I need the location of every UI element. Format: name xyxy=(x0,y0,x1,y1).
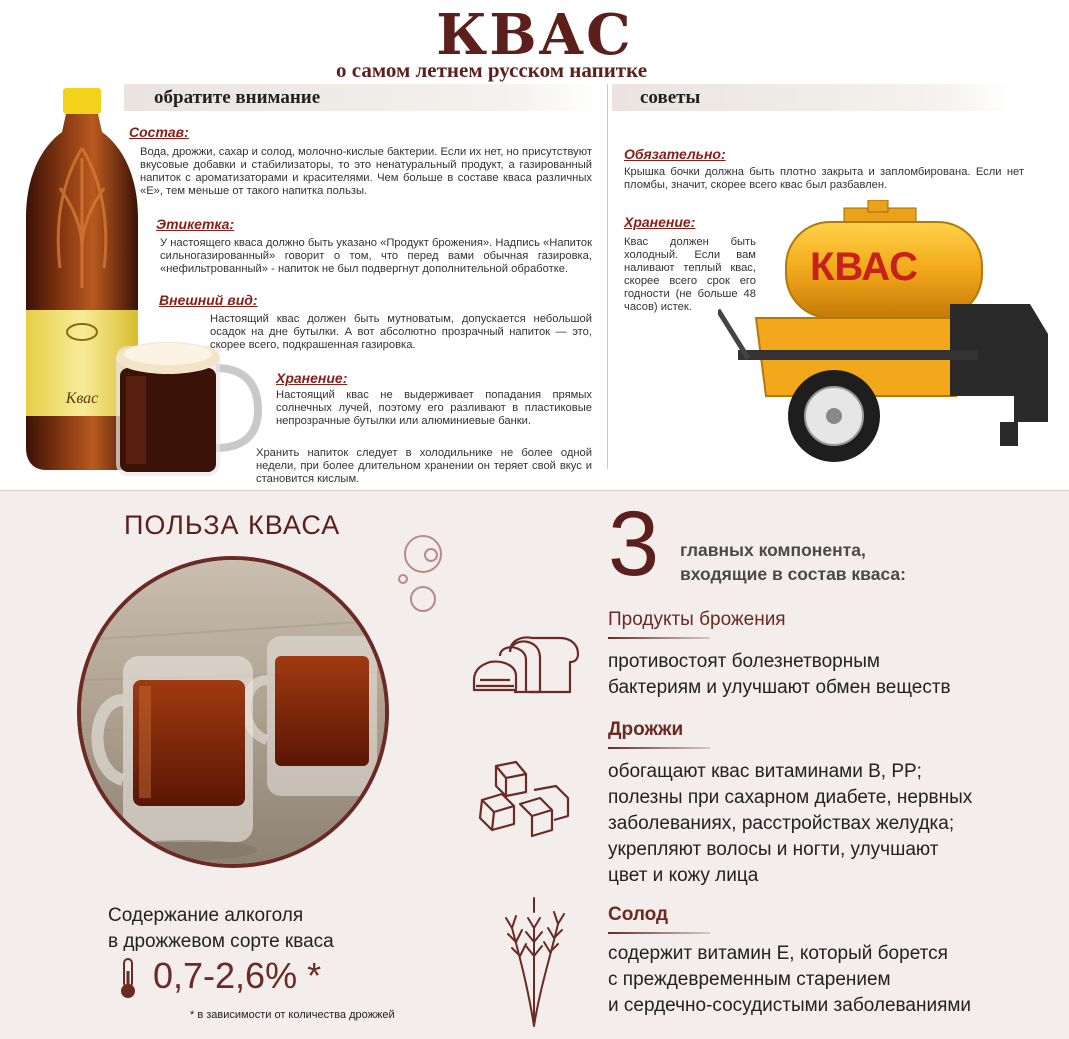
section-text-sostav: Вода, дрожжи, сахар и солод, молочно-кислые бактерии. Если их нет, но присутствуют вкусовые добавки и стабилизаторы, то это ненатуральный продукт, а газированный напиток с ароматизаторами и красителями. Чем больше в составе кваса различных «Е», тем меньше от такого напитка пользы. xyxy=(140,146,592,197)
kvass-glasses-photo xyxy=(77,556,389,868)
page-title: КВАС xyxy=(436,2,633,68)
section-text-hranenie-right: Квас должен быть холодный. Если вам наливают теплый квас, скорее всего срок его годности (не больше 48 часов) истек. xyxy=(624,236,756,313)
components-heading xyxy=(680,538,906,586)
section-text-hranenie-left-2: Хранить напиток следует в холодильнике не более одной недели, при более длительном хранении он теряет свой вкус и становится кислым. xyxy=(256,447,592,485)
section-text-obyazatelno: Крышка бочки должна быть плотно закрыта и запломбирована. Если нет пломбы, значит, скорее всего квас был разбавлен. xyxy=(624,166,1024,191)
component-text-yeast xyxy=(608,759,972,889)
bottle-cap xyxy=(63,88,101,114)
right-band-label: советы xyxy=(640,87,701,108)
component-underline xyxy=(608,637,710,639)
kvass-mug-illustration xyxy=(112,332,262,480)
kvass-tank-trailer-illustration xyxy=(718,200,1058,472)
component-title-fermentation: Продукты брожения xyxy=(608,609,786,630)
section-text-etiketka: У настоящего кваса должно быть указано «Продукт брожения». Надпись «Напиток сильногазированный» говорит о том, что перед вами обычная газировка, «нефильтрованный» - напиток не был подвергнут дополнительной обработке. xyxy=(160,237,592,275)
text-line: противостоят болезнетворным xyxy=(608,651,880,672)
section-text-vneshniy-vid: Настоящий квас должен быть мутноватым, допускается небольшой осадок на дне бутылки. А вот абсолютно прозрачный напиток — это, скорее всего, подкрашенная газировка. xyxy=(210,313,592,351)
tank-label: КВАС xyxy=(809,245,919,289)
component-title-malt: Солод xyxy=(608,904,669,925)
thermometer-icon xyxy=(118,957,138,999)
component-underline xyxy=(608,747,710,749)
alcohol-label-line1: Содержание алкоголя xyxy=(108,905,304,926)
alcohol-footnote: * в зависимости от количества дрожжей xyxy=(190,1009,395,1021)
section-text-hranenie-left: Настоящий квас не выдерживает попадания прямых солнечных лучей, поэтому его разливают в пластиковые непрозрачные бутылки или алюминиевые банки. xyxy=(276,389,592,427)
section-heading-etiketka: Этикетка: xyxy=(156,216,235,232)
bottle-label-text: Квас xyxy=(65,390,99,407)
section-heading-vneshniy-vid: Внешний вид: xyxy=(159,292,258,308)
component-underline xyxy=(608,932,710,934)
section-heading-hranenie-left: Хранение: xyxy=(276,370,348,386)
decorative-bubble xyxy=(410,586,436,612)
text-line: бактериям и улучшают обмен веществ xyxy=(608,677,951,698)
decorative-bubble xyxy=(424,548,438,562)
text-line: цвет и кожу лица xyxy=(608,865,759,886)
decorative-bubble xyxy=(398,574,408,584)
left-band-label: обратите внимание xyxy=(154,87,321,108)
text-line: полезны при сахарном диабете, нервных xyxy=(608,787,973,808)
alcohol-label-line2: в дрожжевом сорте кваса xyxy=(108,931,334,952)
component-title-yeast: Дрожжи xyxy=(608,719,684,740)
benefits-title: ПОЛЬЗА КВАСА xyxy=(124,510,341,540)
components-heading-line2: входящие в состав кваса: xyxy=(680,564,906,584)
section-heading-sostav: Состав: xyxy=(129,124,189,140)
text-line: укрепляют волосы и ногти, улучшают xyxy=(608,839,939,860)
section-heading-obyazatelno: Обязательно: xyxy=(624,146,726,162)
components-heading-line1: главных компонента, xyxy=(680,540,866,560)
text-line: и сердечно-сосудистыми заболеваниями xyxy=(608,995,972,1016)
bread-icon xyxy=(470,632,580,698)
text-line: обогащают квас витаминами B, PP; xyxy=(608,761,922,782)
sugar-cubes-icon xyxy=(474,760,574,842)
wheat-icon xyxy=(498,888,570,1028)
component-text-malt xyxy=(608,941,971,1019)
section-heading-hranenie-right: Хранение: xyxy=(624,214,696,230)
component-text-fermentation xyxy=(608,649,951,701)
alcohol-label xyxy=(108,903,334,955)
text-line: с преждевременным старением xyxy=(608,969,891,990)
components-count: 3 xyxy=(608,493,660,595)
text-line: заболеваниях, расстройствах желудка; xyxy=(608,813,955,834)
page-subtitle: о самом летнем русском напитке xyxy=(336,58,648,82)
column-divider xyxy=(607,84,608,469)
top-section xyxy=(0,0,1069,490)
section-divider xyxy=(0,490,1069,491)
text-line: содержит витамин Е, который борется xyxy=(608,943,948,964)
alcohol-value: 0,7-2,6% * xyxy=(153,955,322,996)
